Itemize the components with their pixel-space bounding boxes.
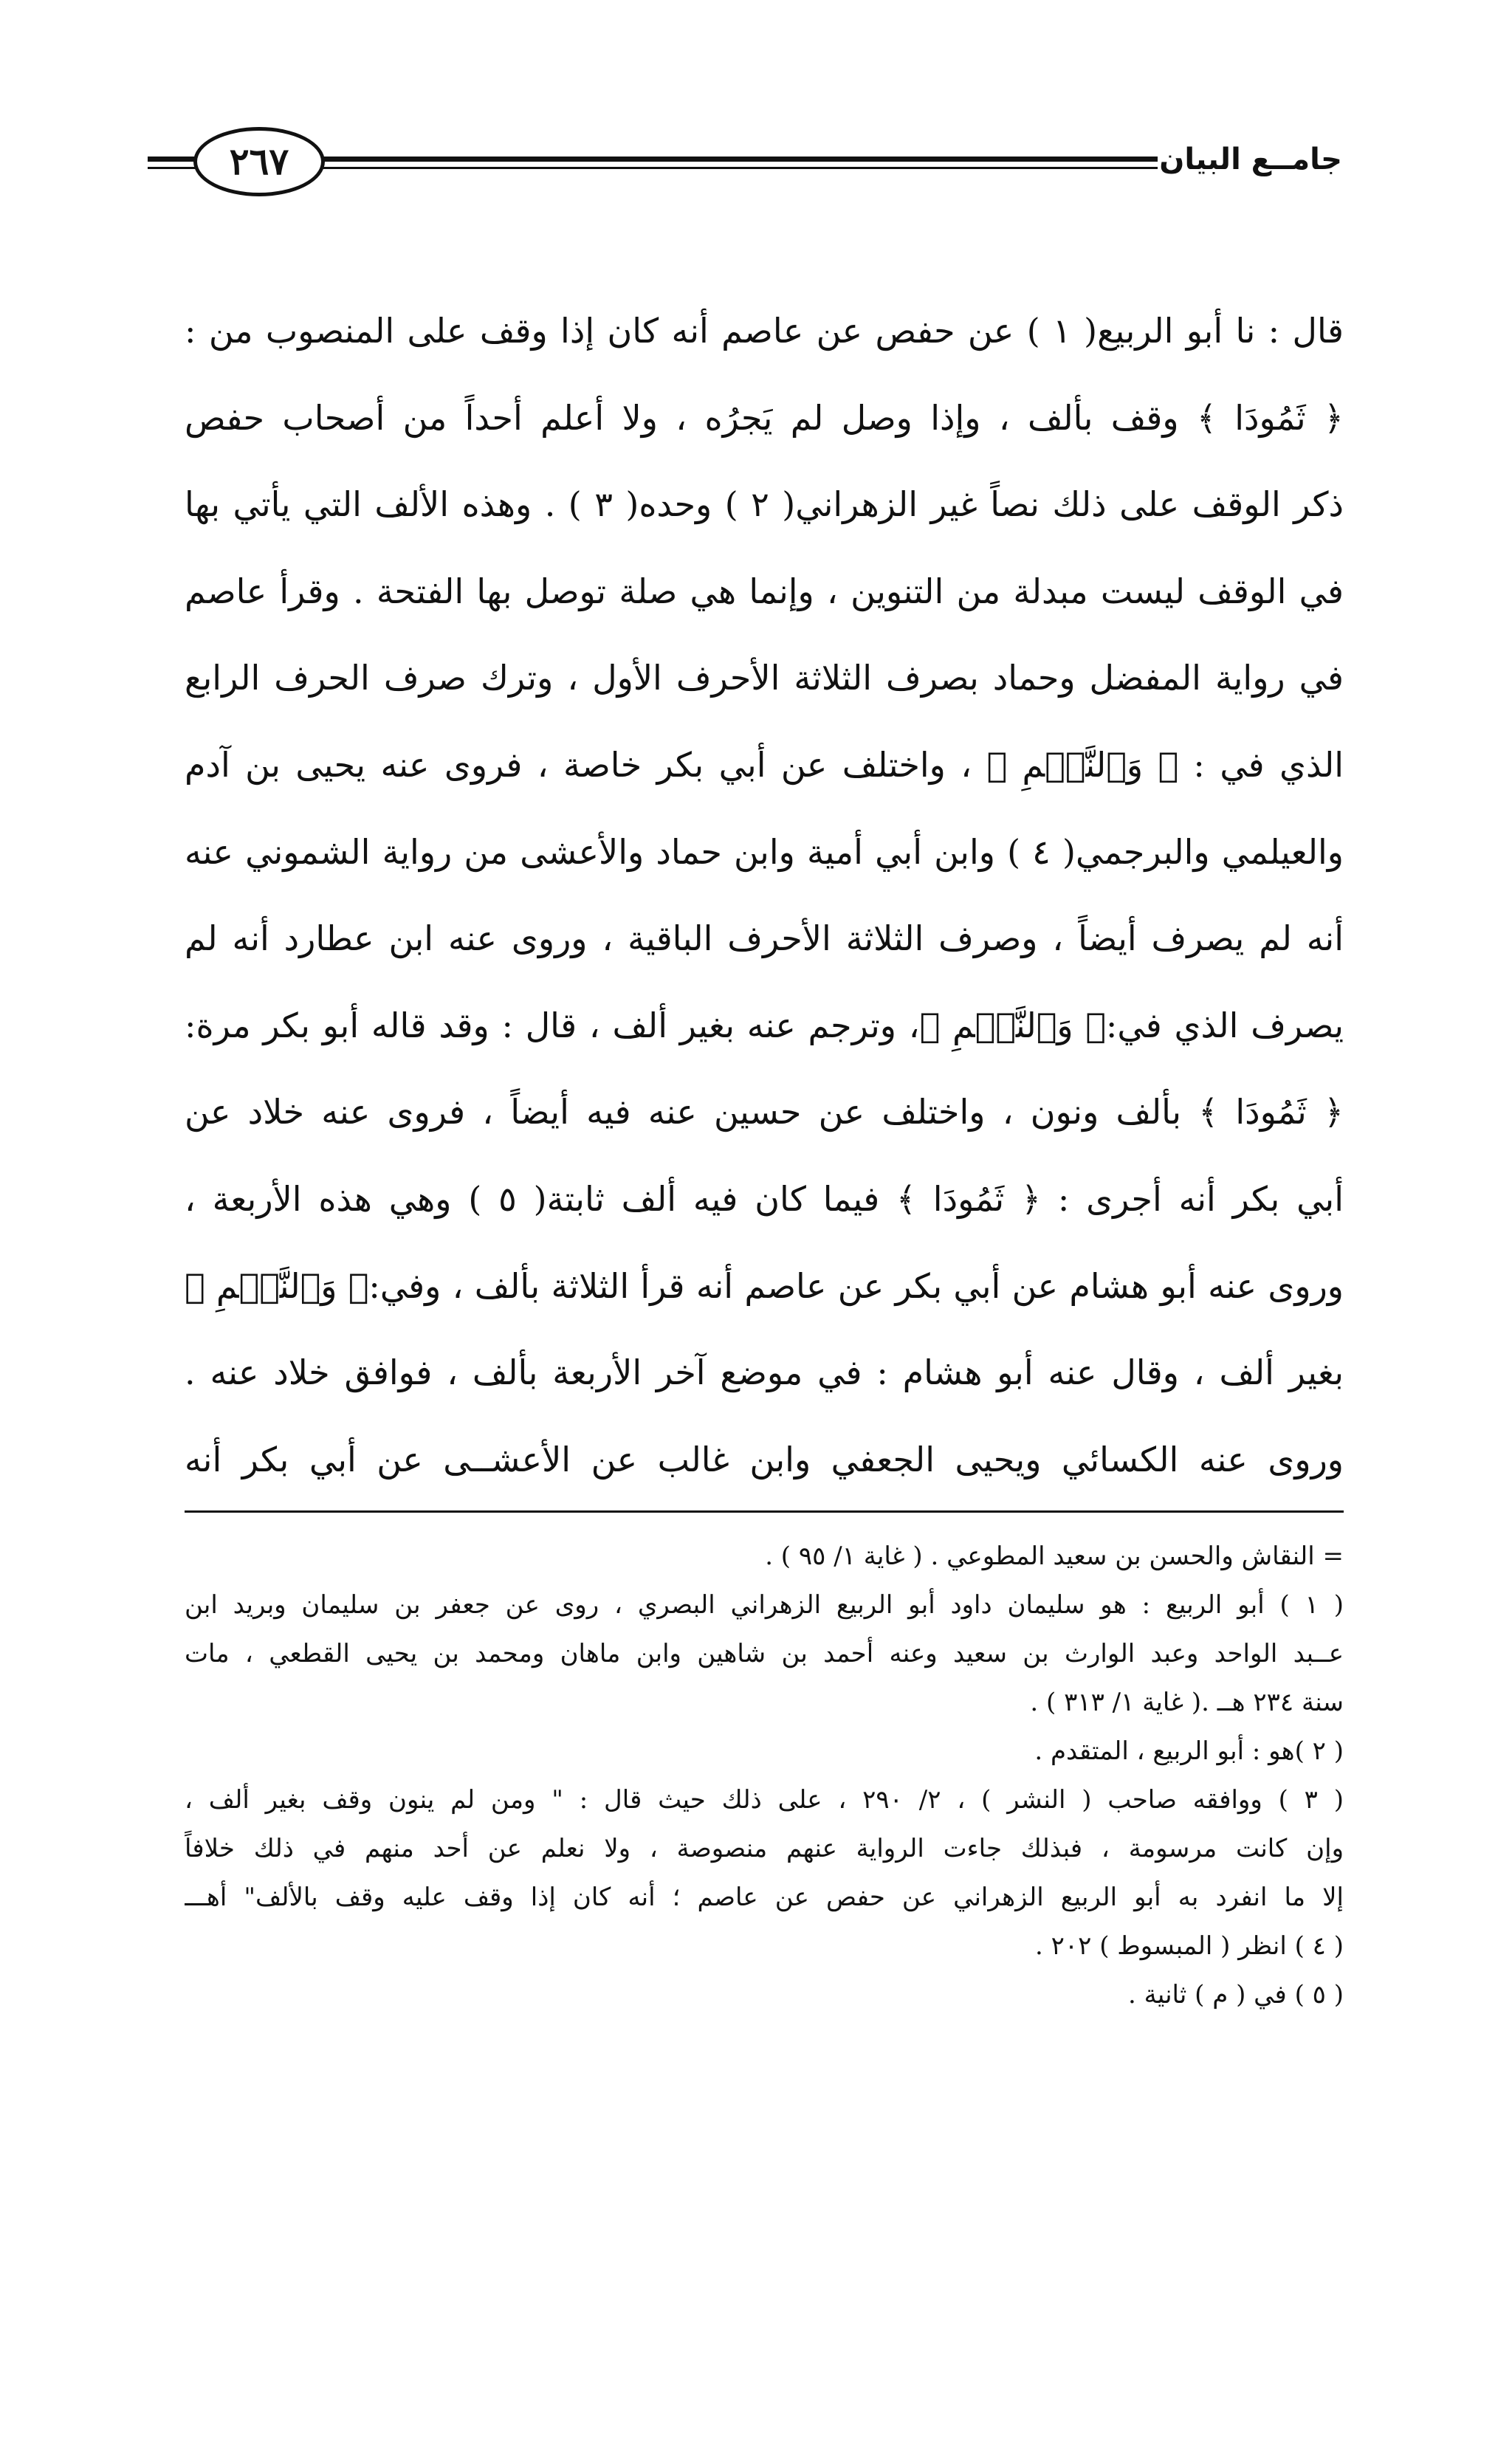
header-rule-right-thin bbox=[323, 167, 1158, 169]
footnote-line: ( ٤ ) انظر ( المبسوط ) ٢٠٢ . bbox=[1034, 1931, 1344, 1961]
text-line: قال : نا أبو الربيع( ١ ) عن حفص عن عاصم أنه كان إذا وقف على المنصوب من : bbox=[185, 311, 1344, 351]
footnote-line: سنة ٢٣٤ هــ .( غاية ١/ ٣١٣ ) . bbox=[1030, 1688, 1344, 1717]
text-line: في الوقف ليست مبدلة من التنوين ، وإنما هي صلة توصل بها الفتحة . وقرأ عاصم bbox=[185, 571, 1344, 611]
footnote-line: ( ٣ ) ووافقه صاحب ( النشر ) ، ٢/ ٢٩٠ ، على ذلك حيث قال : " ومن لم ينون وقف بغير ألف ، bbox=[185, 1785, 1344, 1815]
text-line: في رواية المفضل وحماد بصرف الثلاثة الأحرف الأول ، وترك صرف الحرف الرابع bbox=[185, 658, 1344, 698]
text-line: وروى عنه أبو هشام عن أبي بكر عن عاصم أنه قرأ الثلاثة بألف ، وفي:﴿ وَٱلنَّجۡمِ ﴾ bbox=[185, 1265, 1344, 1306]
text-line: والعيلمي والبرجمي( ٤ ) وابن أبي أمية وابن حماد والأعشى من رواية الشموني عنه bbox=[185, 831, 1344, 872]
text-line: الذي في : ﴿ وَٱلنَّجۡمِ ﴾ ، واختلف عن أبي بكر خاصة ، فروى عنه يحيى بن آدم bbox=[185, 744, 1344, 785]
footnotes bbox=[185, 1532, 1344, 2019]
footnote-line: ( ٢ )هو : أبو الربيع ، المتقدم . bbox=[1034, 1736, 1344, 1766]
main-text bbox=[185, 288, 1344, 1503]
footnote-line: = النقاش والحسن بن سعيد المطوعي . ( غاية ١/ ٩٥ ) . bbox=[765, 1541, 1344, 1571]
footnote-line: ( ٥ ) في ( م ) ثانية . bbox=[1127, 1980, 1344, 2010]
header-rule-left-thick bbox=[148, 157, 195, 162]
text-line: أبي بكر أنه أجرى : ﴿ ثَمُودَا ﴾ فيما كان فيه ألف ثابتة( ٥ ) وهي هذه الأربعة ، bbox=[185, 1178, 1344, 1219]
text-line: ذكر الوقف على ذلك نصاً غير الزهراني( ٢ ) وحده( ٣ ) . وهذه الألف التي يأتي بها bbox=[185, 484, 1344, 525]
footnote-line: ( ١ ) أبو الربيع : هو سليمان داود أبو الربيع الزهراني البصري ، روى عن جعفر بن سليمان وبريد ابن bbox=[185, 1590, 1344, 1620]
text-line: يصرف الذي في:﴿ وَٱلنَّجۡمِ ﴾، وترجم عنه بغير ألف ، قال : وقد قاله أبو بكر مرة: bbox=[185, 1005, 1344, 1045]
text-line: ﴿ ثَمُودَا ﴾ بألف ونون ، واختلف عن حسين عنه فيه أيضاً ، فروى عنه خلاد عن bbox=[185, 1092, 1344, 1132]
page-number: ٢٦٧ bbox=[229, 140, 289, 183]
text-line: بغير ألف ، وقال عنه أبو هشام : في موضع آخر الأربعة بألف ، فوافق خلاد عنه . bbox=[185, 1352, 1344, 1393]
footnote-line: إلا ما انفرد به أبو الربيع الزهراني عن حفص عن عاصم ؛ أنه كان إذا وقف عليه وقف بالألف" أهـــ bbox=[185, 1883, 1344, 1912]
footnote-line: عــبد الواحد وعبد الوارث بن سعيد وعنه أحمد بن شاهين وابن ماهان ومحمد بن يحيى القطعي ، مات bbox=[185, 1639, 1344, 1668]
text-line: ﴿ ثَمُودَا ﴾ وقف بألف ، وإذا وصل لم يَجرُه ، ولا أعلم أحداً من أصحاب حفص bbox=[185, 397, 1344, 438]
page-number-oval bbox=[193, 127, 325, 196]
header-rule-right-thick bbox=[323, 157, 1158, 162]
header-rule-left-thin bbox=[148, 167, 195, 169]
footnote-separator bbox=[185, 1510, 1344, 1513]
footnote-line: وإن كانت مرسومة ، فبذلك جاءت الرواية عنهم منصوصة ، ولا نعلم عن أحد منهم في ذلك خلافاً bbox=[185, 1834, 1344, 1863]
running-title: جامــع البيان bbox=[1159, 142, 1342, 176]
text-line: أنه لم يصرف أيضاً ، وصرف الثلاثة الأحرف الباقية ، وروى عنه ابن عطارد أنه لم bbox=[185, 918, 1344, 959]
text-line: وروى عنه الكسائي ويحيى الجعفي وابن غالب عن الأعشــى عن أبي بكر أنه bbox=[185, 1439, 1344, 1479]
